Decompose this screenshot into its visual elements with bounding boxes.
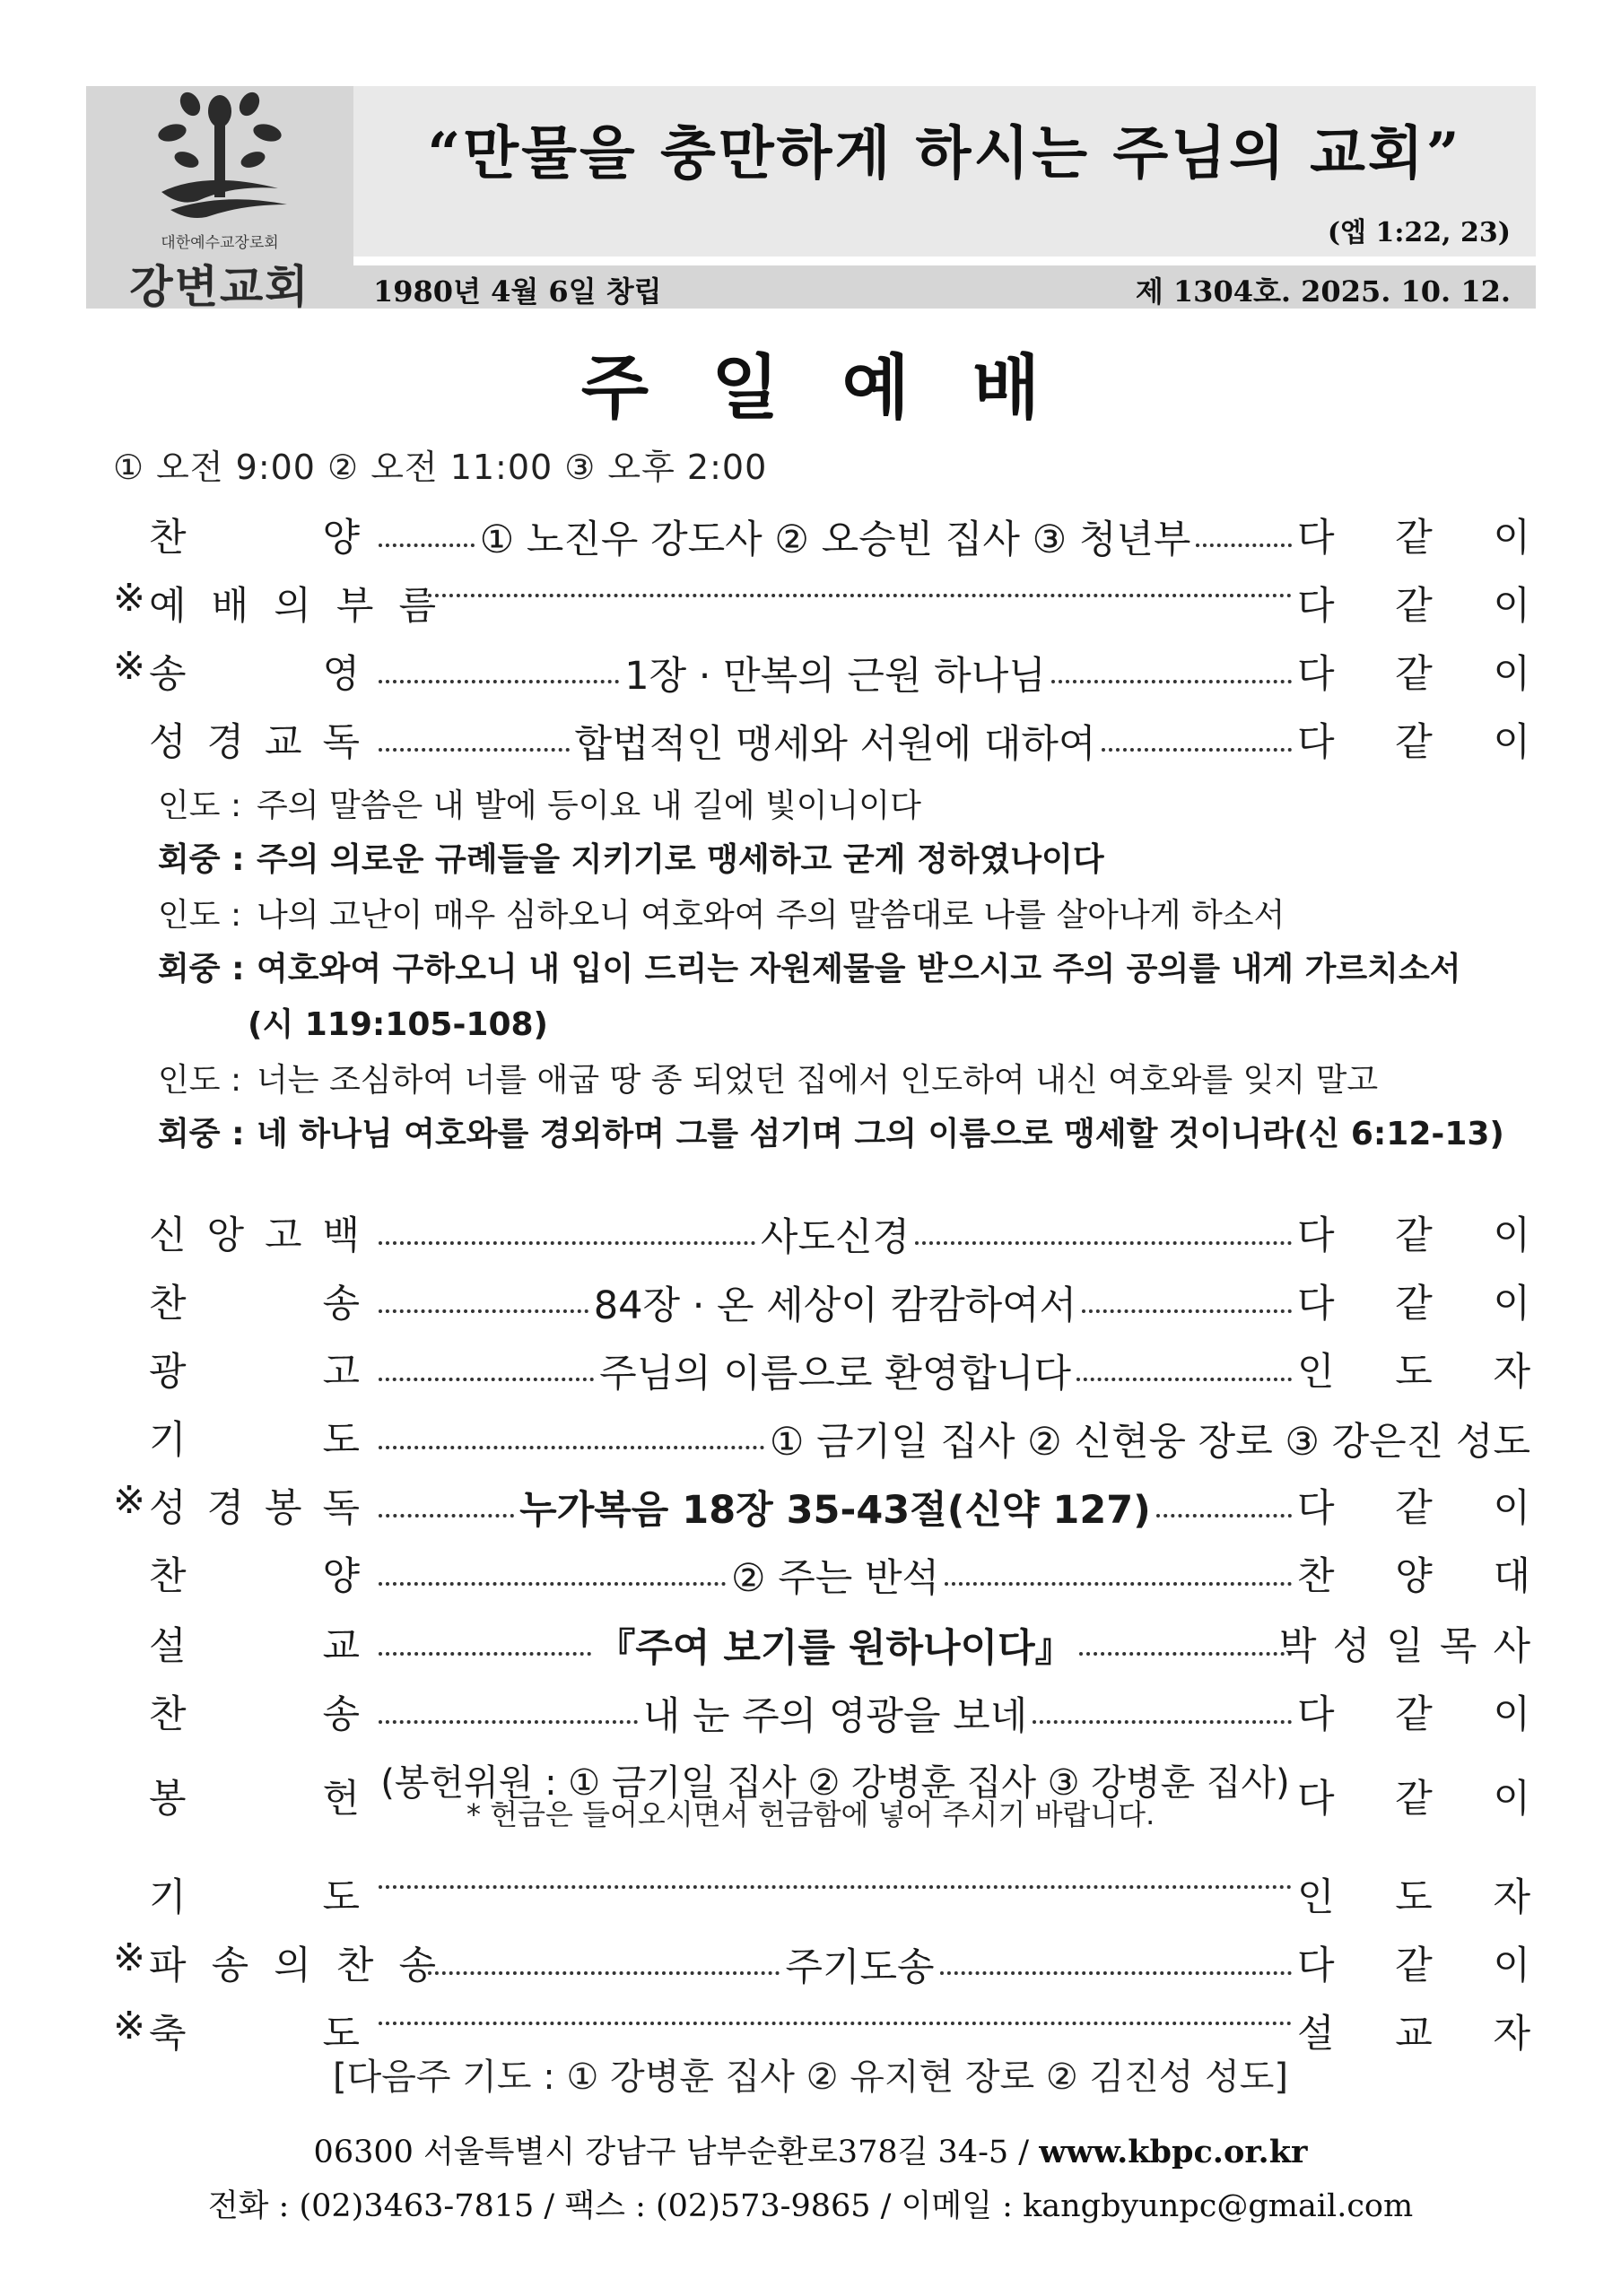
dotted-leader (1079, 1652, 1292, 1656)
dotted-leader (379, 1652, 591, 1656)
label-char: 찬 (336, 1944, 374, 1988)
program-label (149, 1616, 360, 1671)
label-char: 성 (149, 1486, 187, 1531)
participant-char: 다 (1297, 1944, 1335, 1988)
issue-number: 제 1304호. 2025. 10. 12. (1135, 274, 1511, 309)
label-char: 양 (322, 1554, 360, 1599)
participant-char: 인 (1297, 1350, 1335, 1395)
participant-char: 자 (1493, 2012, 1530, 2057)
responsive-mark: ※ (113, 1935, 146, 1980)
label-char: 송 (211, 1944, 249, 1988)
program-detail: 누가복음 18장 35-43절(신약 127) (519, 1488, 1151, 1533)
dotted-leader (379, 2022, 1292, 2025)
program-detail: 내 눈 주의 영광을 보네 (642, 1694, 1028, 1739)
info-band (353, 265, 1536, 309)
address-text: 06300 서울특별시 강남구 남부순환로378길 34-5 / (313, 2135, 1030, 2170)
motto-band (353, 86, 1536, 257)
participant-char: 다 (1297, 584, 1335, 629)
participant-char: 대 (1493, 1554, 1530, 1599)
program-leader-line (423, 578, 1297, 597)
participant-char: 이 (1493, 584, 1530, 629)
label-char: 헌 (322, 1777, 360, 1822)
program-detail: 84장 · 온 세상이 캄캄하여서 (593, 1283, 1077, 1328)
reading-text: (시 119:105-108) (248, 1006, 548, 1043)
participant-char: 이 (1493, 1692, 1530, 1737)
reading-line (158, 780, 921, 826)
label-char: 백 (322, 1213, 360, 1258)
label-char: 축 (149, 2012, 187, 2057)
responsive-mark: ※ (113, 2004, 146, 2048)
label-char: 의 (274, 584, 311, 629)
dotted-leader (379, 1241, 755, 1245)
church-address (0, 2127, 1621, 2172)
label-char: 찬 (149, 516, 187, 561)
label-char: 고 (322, 1350, 360, 1395)
program-label (149, 1935, 436, 1990)
participant-char: 같 (1395, 720, 1433, 765)
program-leader-line (373, 1412, 1530, 1466)
participant-char: 찬 (1297, 1554, 1335, 1599)
label-char: 기 (149, 1418, 187, 1463)
dotted-leader (379, 1514, 514, 1518)
dotted-leader (379, 1720, 638, 1724)
participant-char: 다 (1297, 1692, 1335, 1737)
label-char: 앙 (206, 1213, 245, 1258)
participant-char: 이 (1493, 516, 1530, 561)
participant-char: 다 (1297, 720, 1335, 765)
program-leader-line (373, 646, 1297, 700)
program-detail: 1장 · 만복의 근원 하나님 (624, 654, 1046, 699)
label-char: 찬 (149, 1282, 187, 1326)
program-detail: ① 금기일 집사 ② 신현웅 장로 ③ 강은진 성도 (769, 1420, 1530, 1465)
reading-line (158, 1055, 1378, 1100)
contact-info: 전화 : (02)3463-7815 / 팩스 : (02)573-9865 / 이메일 : kangbyunpc@gmail.com (207, 2188, 1414, 2224)
dotted-leader (379, 1582, 726, 1586)
reading-line (248, 999, 548, 1045)
reading-text: 네 하나님 여호와를 경외하며 그를 섬기며 그의 이름으로 맹세할 것이니라(신 6:12-13) (257, 1116, 1504, 1152)
program-label (149, 1769, 360, 1823)
dotted-leader (1156, 1514, 1292, 1518)
program-label (149, 1684, 360, 1739)
bulletin-header (86, 86, 1536, 313)
participant-char: 사 (1493, 1624, 1530, 1669)
program-leader-line (373, 509, 1297, 564)
program-participant (1279, 1616, 1530, 1671)
program-participant (1297, 1769, 1530, 1823)
dotted-leader (1076, 1378, 1292, 1381)
program-row (113, 707, 1530, 767)
participant-char: 같 (1395, 1692, 1433, 1737)
reading-text: 여호와여 구하오니 내 입이 드리는 자원제물을 받으시고 주의 공의를 내게 가르치소서 (257, 951, 1461, 987)
program-participant (1297, 576, 1530, 631)
participant-char: 이 (1493, 1944, 1530, 1988)
program-label (149, 1205, 360, 1260)
participant-char: 다 (1297, 1777, 1335, 1822)
program-label (149, 1867, 360, 1922)
participant-char: 이 (1493, 720, 1530, 765)
offering-note: * 헌금은 들어오시면서 헌금함에 넣어 주시기 바랍니다. (466, 1797, 1155, 1831)
program-detail: ① 노진우 강도사 ② 오승빈 집사 ③ 청년부 (479, 517, 1191, 562)
reading-line (158, 1109, 1504, 1154)
participant-char: 성 (1332, 1624, 1371, 1669)
participant-char: 다 (1297, 1213, 1335, 1258)
program-row (113, 1611, 1530, 1671)
program-row (113, 1862, 1530, 1919)
participant-char: 양 (1395, 1554, 1433, 1599)
reading-speaker: 인도 : (158, 787, 242, 824)
program-participant (1297, 1867, 1530, 1922)
website-link[interactable]: www.kbpc.or.kr (1039, 2134, 1308, 2170)
program-detail: (봉헌위원 : ① 금기일 집사 ② 강병훈 집사 ③ 강병훈 집사) (380, 1762, 1290, 1804)
dotted-leader (379, 1309, 588, 1313)
dotted-leader (428, 594, 1292, 597)
program-label (149, 712, 360, 767)
label-char: 광 (149, 1350, 187, 1395)
church-motto: “만물을 충만하게 하시는 주님의 교회” (427, 120, 1462, 187)
program-leader-line (373, 2005, 1297, 2025)
label-char: 도 (322, 1418, 360, 1463)
program-detail: 주기도송 (785, 1945, 935, 1990)
reading-speaker: 인도 : (158, 1062, 242, 1099)
program-row (113, 1200, 1530, 1260)
program-row (113, 1679, 1530, 1739)
label-char: 기 (149, 1875, 187, 1920)
program-label (149, 576, 436, 631)
dotted-leader (379, 1446, 764, 1449)
reading-line (158, 944, 1461, 989)
participant-char: 교 (1395, 2012, 1433, 2057)
dotted-leader (379, 748, 570, 752)
dotted-leader (379, 544, 475, 547)
label-char: 름 (398, 584, 436, 629)
program-label (149, 1546, 360, 1601)
program-participant (1297, 508, 1530, 562)
program-detail: 『주여 보기를 원하나이다』 (597, 1626, 1074, 1671)
program-row (113, 570, 1530, 628)
reading-speaker: 회중 : (158, 1116, 245, 1152)
program-participant (1297, 1935, 1530, 1990)
reading-text: 너는 조심하여 너를 애굽 땅 종 되었던 집에서 인도하여 내신 여호와를 잊지 말고 (257, 1062, 1379, 1099)
program-label (149, 1478, 360, 1533)
label-char: 송 (322, 1692, 360, 1737)
program-row (113, 1405, 1530, 1465)
reading-speaker: 회중 : (158, 841, 245, 878)
founded-date: 1980년 4월 6일 창립 (373, 274, 662, 309)
participant-char: 같 (1395, 1944, 1433, 1988)
dotted-leader (379, 1378, 594, 1381)
reading-line (158, 890, 1285, 935)
participant-char: 이 (1493, 1486, 1530, 1531)
dotted-leader (940, 1971, 1292, 1975)
label-char: 도 (322, 2012, 360, 2057)
program-leader-line (373, 1869, 1297, 1889)
label-char: 찬 (149, 1692, 187, 1737)
participant-char: 목 (1439, 1624, 1477, 1669)
participant-char: 이 (1493, 1282, 1530, 1326)
participant-char: 같 (1395, 1486, 1433, 1531)
participant-char: 이 (1493, 1777, 1530, 1822)
denomination-label: 대한예수교장로회 (161, 234, 279, 252)
label-char: 예 (149, 584, 187, 629)
program-detail: ② 주는 반석 (730, 1556, 940, 1601)
dotted-leader (915, 1241, 1292, 1245)
label-char: 의 (274, 1944, 311, 1988)
participant-char: 일 (1386, 1624, 1424, 1669)
dotted-leader (1102, 748, 1293, 752)
program-detail: 사도신경 (760, 1215, 911, 1260)
label-char: 교 (264, 720, 302, 765)
program-label (149, 1410, 360, 1465)
participant-char: 인 (1297, 1875, 1335, 1920)
participant-char: 자 (1493, 1875, 1530, 1920)
dotted-leader (379, 1885, 1292, 1889)
label-char: 파 (149, 1944, 187, 1988)
reading-text: 주의 말씀은 내 발에 등이요 내 길에 빛이니이다 (257, 787, 921, 824)
participant-char: 같 (1395, 652, 1433, 697)
label-char: 경 (206, 1486, 245, 1531)
program-label (149, 508, 360, 562)
participant-char: 다 (1297, 1282, 1335, 1326)
participant-char: 설 (1297, 2012, 1335, 2057)
label-char: 독 (322, 720, 360, 765)
label-char: 송 (149, 652, 187, 697)
program-participant (1297, 1342, 1530, 1396)
program-leader-line (373, 1548, 1297, 1603)
label-char: 영 (322, 652, 360, 697)
label-char: 독 (322, 1486, 360, 1531)
label-char: 찬 (149, 1554, 187, 1599)
tree-logo-icon (144, 91, 296, 226)
next-week-prayer: [다음주 기도 : ① 강병훈 집사 ② 유지현 장로 ② 김진성 성도] (333, 2057, 1288, 2098)
motto-reference: (엡 1:22, 23) (1327, 217, 1511, 248)
program-label (149, 1274, 360, 1328)
program-participant (1297, 1546, 1530, 1601)
label-char: 교 (322, 1624, 360, 1669)
reading-text: 주의 의로운 규례들을 지키기로 맹세하고 굳게 정하였나이다 (257, 841, 1104, 878)
program-row (113, 639, 1530, 699)
label-char: 경 (206, 720, 245, 765)
dotted-leader (1051, 680, 1292, 683)
program-label (149, 644, 360, 699)
label-char: 봉 (264, 1486, 302, 1531)
label-char: 봉 (149, 1777, 187, 1822)
reading-text: 나의 고난이 매우 심하오니 여호와여 주의 말씀대로 나를 살아나게 하소서 (257, 897, 1285, 934)
program-row (113, 1336, 1530, 1394)
dotted-leader (945, 1582, 1292, 1586)
program-leader-line (373, 1207, 1297, 1262)
dotted-leader (1033, 1720, 1292, 1724)
service-times: ① 오전 9:00 ② 오전 11:00 ③ 오후 2:00 (113, 448, 768, 487)
program-detail: 주님의 이름으로 환영합니다 (599, 1352, 1071, 1396)
responsive-mark: ※ (113, 644, 146, 689)
program-leader-line (373, 1618, 1297, 1673)
responsive-mark: ※ (113, 1478, 146, 1523)
program-leader-line (373, 714, 1297, 769)
participant-char: 자 (1493, 1350, 1530, 1395)
participant-char: 같 (1395, 1777, 1433, 1822)
participant-char: 같 (1395, 584, 1433, 629)
program-detail: 합법적인 맹세와 서원에 대하여 (574, 722, 1096, 767)
program-row (113, 502, 1530, 560)
program-leader-line (373, 1480, 1297, 1535)
reading-speaker: 회중 : (158, 951, 245, 987)
responsive-mark: ※ (113, 576, 146, 621)
church-name: 강변교회 (129, 261, 310, 313)
program-participant (1297, 712, 1530, 767)
church-logo (86, 86, 353, 313)
participant-char: 박 (1279, 1624, 1317, 1669)
participant-char: 이 (1493, 652, 1530, 697)
reading-line (158, 834, 1104, 880)
dotted-leader (1082, 1309, 1292, 1313)
program-row (113, 1541, 1530, 1601)
page-title: 주일예배 (580, 348, 1103, 429)
label-char: 도 (322, 1875, 360, 1920)
label-char: 성 (149, 720, 187, 765)
program-leader-line (373, 1275, 1297, 1330)
dotted-leader (428, 1971, 780, 1975)
participant-char: 다 (1297, 516, 1335, 561)
label-char: 고 (264, 1213, 302, 1258)
program-participant (1297, 1205, 1530, 1260)
label-char: 설 (149, 1624, 187, 1669)
program-row (113, 1268, 1530, 1326)
program-row (113, 1998, 1530, 2056)
label-char: 부 (336, 584, 374, 629)
program-row (113, 1930, 1530, 1990)
label-char: 송 (322, 1282, 360, 1326)
participant-char: 도 (1395, 1875, 1433, 1920)
label-char: 신 (149, 1213, 187, 1258)
participant-char: 같 (1395, 516, 1433, 561)
program-leader-line (423, 1937, 1297, 1992)
label-char: 배 (211, 584, 249, 629)
participant-char: 이 (1493, 1213, 1530, 1258)
program-label (149, 1342, 360, 1396)
program-participant (1297, 1684, 1530, 1739)
participant-char: 같 (1395, 1282, 1433, 1326)
program-leader-line (373, 1686, 1297, 1741)
program-participant (1297, 644, 1530, 699)
dotted-leader (379, 680, 619, 683)
program-participant (1297, 1274, 1530, 1328)
label-char: 양 (322, 516, 360, 561)
dotted-leader (1196, 544, 1292, 547)
program-participant (1297, 1478, 1530, 1533)
participant-char: 도 (1395, 1350, 1433, 1395)
participant-char: 같 (1395, 1213, 1433, 1258)
participant-char: 다 (1297, 1486, 1335, 1531)
participant-char: 다 (1297, 652, 1335, 697)
program-row (113, 1473, 1530, 1533)
reading-speaker: 인도 : (158, 897, 242, 934)
program-leader-line (373, 1344, 1297, 1398)
label-char: 송 (398, 1944, 436, 1988)
